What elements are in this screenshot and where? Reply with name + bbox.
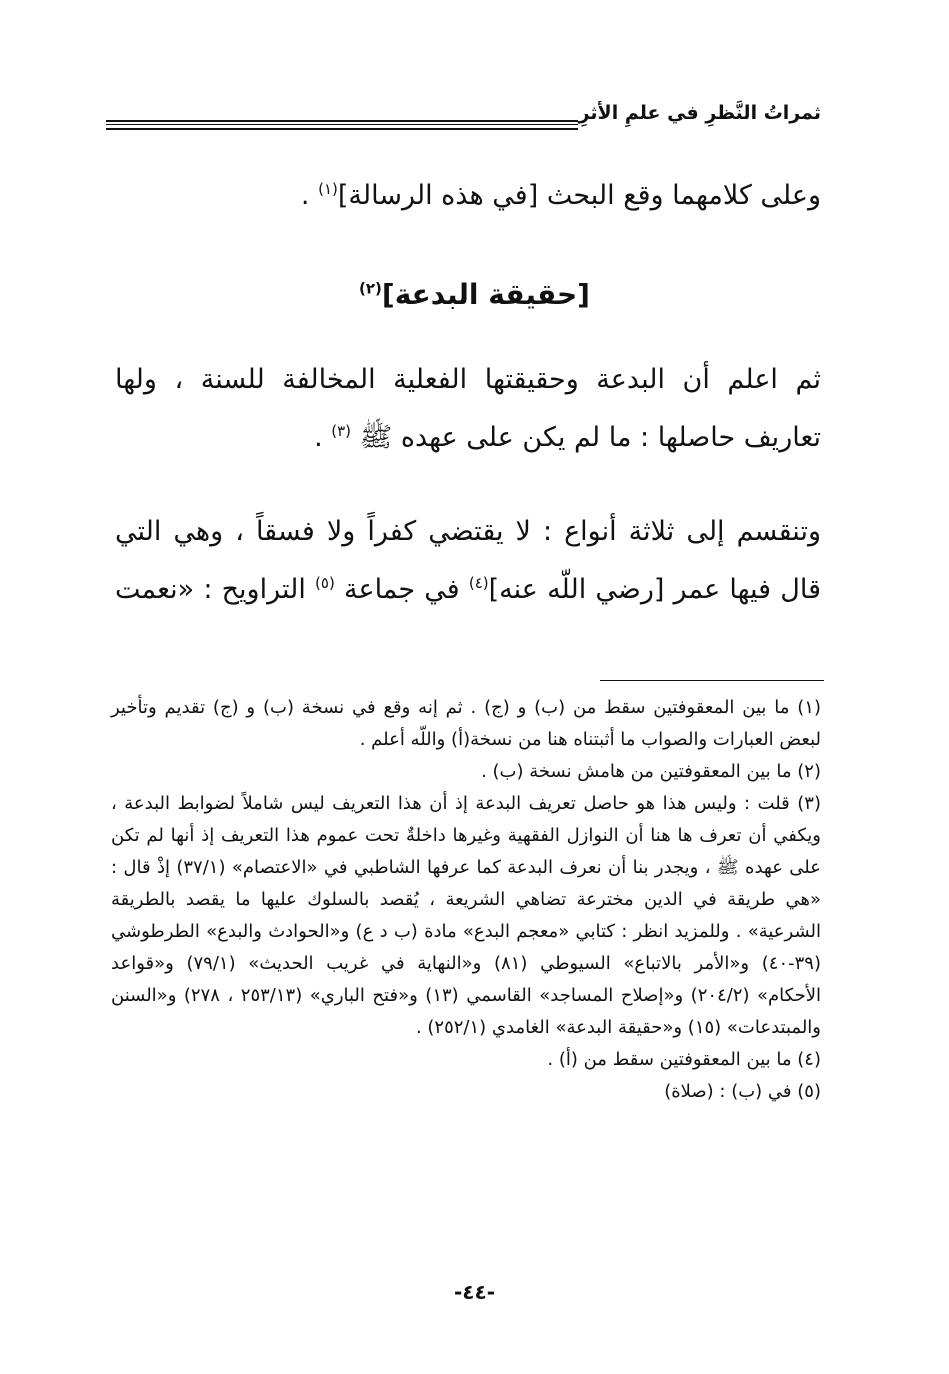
footnote-ref-5: (٥) [315,574,335,592]
footnote-number: (١) [797,697,821,718]
footnote-separator [600,680,824,681]
footnote-text: ما بين المعقوفتين سقط من (أ) . [547,1049,792,1070]
footnote-4 [111,1044,821,1076]
footnote-text: ما بين المعقوفتين من هامش نسخة (ب) . [481,761,792,782]
body-line-5-part-c: التراويح : «نعمت [115,574,316,605]
footnote-number: (٤) [797,1049,821,1070]
page-number: -٤٤- [453,1280,496,1304]
footnote-3 [111,788,821,1044]
body-line-1-end: . [300,180,319,211]
section-heading [0,278,949,311]
body-line-4: وتنقسم إلى ثلاثة أنواع : لا يقتضي كفراً ولا فسقاً ، وهي التي [115,516,821,547]
body-line-5-part-a: قال فيها عمر [رضي اللّه عنه] [488,574,821,605]
footnote-ref-3: (٣) [331,422,352,440]
footnote-2 [111,756,821,788]
footnote-ref-1: (١) [318,180,338,198]
body-line-2: ثم اعلم أن البدعة وحقيقتها الفعلية المخالفة للسنة ، ولها [115,364,821,395]
footnote-ref-2: (٢) [359,279,382,298]
footnote-number: (٣) [797,793,821,814]
body-line-5 [115,574,821,606]
footnotes [111,692,821,1108]
body-line-3 [314,422,821,454]
body-line-3-text: تعاريف حاصلها : ما لم يكن على عهده ﷺ [351,422,821,453]
footnote-1 [111,692,821,756]
running-head: ثمراتُ النَّظرِ في علمِ الأثرِ [578,102,821,124]
body-line-3-end: . [314,422,332,453]
body-line-1 [301,180,821,212]
footnote-text: في (ب) : (صلاة) [664,1081,792,1102]
body-line-1-text: وعلى كلامهما وقع البحث [في هذه الرسالة] [337,180,821,211]
header-double-rule [106,120,578,130]
footnote-number: (٥) [797,1081,821,1102]
footnote-5 [111,1076,821,1108]
footnote-ref-4: (٤) [468,574,489,592]
footnote-number: (٢) [797,761,821,782]
footnote-text: قلت : وليس هذا هو حاصل تعريف البدعة إذ أن هذا التعريف ليس شاملاً لضوابط البدعة ، ويكفي أن تعرف ها هنا أن النوازل الفقهية وغيرها داخلةٌ تحت عموم هذا التعريف إذ أنها لم تكن على عهده ﷺ ، ويجدر بنا أن نعرف البدعة كما عرفها الشاطبي في «الاعتصام» (٣٧/١) إذْ قال : «هي طريقة في الدين مخترعة تضاهي الشريعة ، يُقصد بالسلوك عليها ما يقصد بالطريقة الشرعية» . وللمزيد انظر : كتابي «معجم البدع» مادة (ب د ع) و«الحوادث والبدع» الطرطوشي (٣٩-٤٠) و«الأمر بالاتباع» السيوطي (٨١) و«النهاية في غريب الحديث» (٧٩/١) و«قواعد الأحكام» (٢٠٤/٢) و«إصلاح المساجد» القاسمي (١٣) و«فتح الباري» (٢٥٣/١٣ ، ٢٧٨) و«السنن والمبتدعات» (١٥) و«حقيقة البدعة» الغامدي (٢٥٢/١) . [111,793,822,1038]
body-line-5-part-b: في جماعة [334,574,469,605]
section-heading-text: [حقيقة البدعة] [381,278,590,311]
footnote-text: ما بين المعقوفتين سقط من (ب) و (ج) . ثم إنه وقع في نسخة (ب) و (ج) تقديم وتأخير لبعض العبارات والصواب ما أثبتناه هنا من نسخة(أ) واللّه أعلم . [111,697,821,750]
